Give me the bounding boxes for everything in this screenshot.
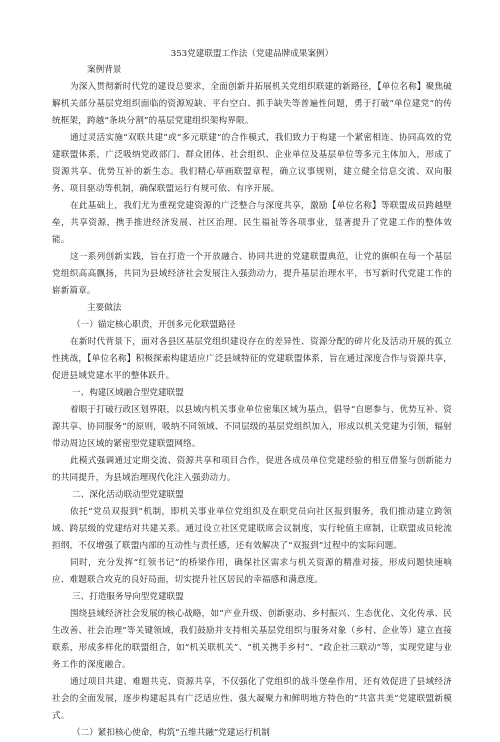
subheading: 一、构建区域融合型党建联盟 — [72, 388, 184, 398]
subheading: 二、深化活动联动型党建联盟 — [72, 490, 184, 500]
paragraph: 为深入贯彻新时代党的建设总要求，全面创新并拓展机关党组织联建的新路径，【单位名称】聚焦破解机关部分基层党组织面临的资源短缺、平台空白、抓手缺失等普遍性问题，勇于打破“单位建党”的传统框架，跨越“条块分割”的基层党建组织架构界限。 — [52, 82, 452, 126]
paragraph: 此模式强调通过定期交流、资源共享和项目合作，促进各成员单位党建经验的相互借鉴与创新能力的共同提升，为县域治理现代化注入强劲动力。 — [52, 456, 452, 483]
heading-case-background: 案例背景 — [87, 65, 122, 75]
paragraph: 在新时代背景下，面对各县区基层党组织建设存在的差异性、资源分配的碎片化及活动开展的孤立性挑战，【单位名称】积极探索构建适应广泛县域特征的党建联盟体系，旨在通过深度合作与资源共享，促进县域党建水平的整体跃升。 — [52, 337, 452, 381]
paragraph: 这一系列创新实践，旨在打造一个开放融合、协同共进的党建联盟典范，让党的旗帜在每一个基层党组织高高飘扬，共同为县域经济社会发展注入强劲动力，提升基层治理水平，书写新时代党建工作的崭新篇章。 — [52, 252, 452, 296]
document-title: 353党建联盟工作法（党建品牌成果案例） — [170, 49, 334, 59]
paragraph: 通过项目共建、难题共克、资源共享，不仅强化了党组织的战斗堡垒作用，还有效促进了县域经济社会的全面发展，逐步构建起具有广泛适应性、强大凝聚力和鲜明地方特色的“共富共美”党建联盟新模式。 — [52, 677, 452, 721]
subheading: 三、打造服务导向型党建联盟 — [72, 592, 184, 602]
paragraph: 同时，充分发挥“红领书记”的桥梁作用，确保社区需求与机关资源的精准对接，形成问题快速响应、难题联合攻克的良好局面，切实提升社区居民的幸福感和满意度。 — [52, 558, 452, 585]
paragraph: 依托“党员双报到”机制，即机关事业单位党组织及在职党员向社区报到服务，我们推动建立跨领域、跨层级的党建结对共建关系。通过设立社区党建联席会议制度，实行轮值主席制，让联盟成员轮流担纲，不仅增强了联盟内部的互动性与责任感，还有效解决了“双报到”过程中的实际问题。 — [52, 507, 452, 551]
subheading: （一）锚定核心职责，开创多元化联盟路径 — [72, 320, 236, 330]
subheading: （二）紧扣核心使命，构筑“五维共融”党建运行机制 — [72, 728, 270, 738]
document-body — [52, 62, 452, 742]
paragraph: 围绕县域经济社会发展的核心战略，如“产业升级、创新驱动、乡村振兴、生态优化、文化传承、民生改善、社会治理”等关键领域，我们鼓励并支持相关基层党组织与服务对象（乡村、企业等）建立直接联系，形成多样化的联盟组合，如“机关联机关”、“机关携手乡村”、“政企社三联动”等，实现党建与业务工作的深度融合。 — [52, 609, 452, 670]
paragraph: 在此基础上，我们尤为重视党建资源的广泛整合与深度共享，激励【单位名称】等联盟成员跨越壁垒，共享资源，携手推进经济发展、社区治理、民生福祉等各项事业，显著提升了党建工作的整体效能。 — [52, 201, 452, 245]
heading-main-practices: 主要做法 — [87, 303, 122, 313]
paragraph: 着眼于打破行政区划界限，以县域内机关事业单位密集区域为基点，倡导“自愿参与、优势互补、资源共享、协同服务”的原则，吸纳不同领域、不同层级的基层党组织加入，形成以机关党建为引领，辐射带动周边区域的紧密型党建联盟网络。 — [52, 405, 452, 449]
paragraph: 通过灵活实施“双联共建”或“多元联建”的合作模式，我们致力于构建一个紧密相连、协同高效的党建联盟体系，广泛吸纳党政部门、群众团体、社会组织、企业单位及基层单位等多元主体加入，形成了资源共享、优势互补的新生态。我们精心草画联盟章程，确立议事规则，建立健全信息交流、双向服务、项目驱动等机制，确保联盟运行有规可依、有序开展。 — [52, 133, 452, 194]
